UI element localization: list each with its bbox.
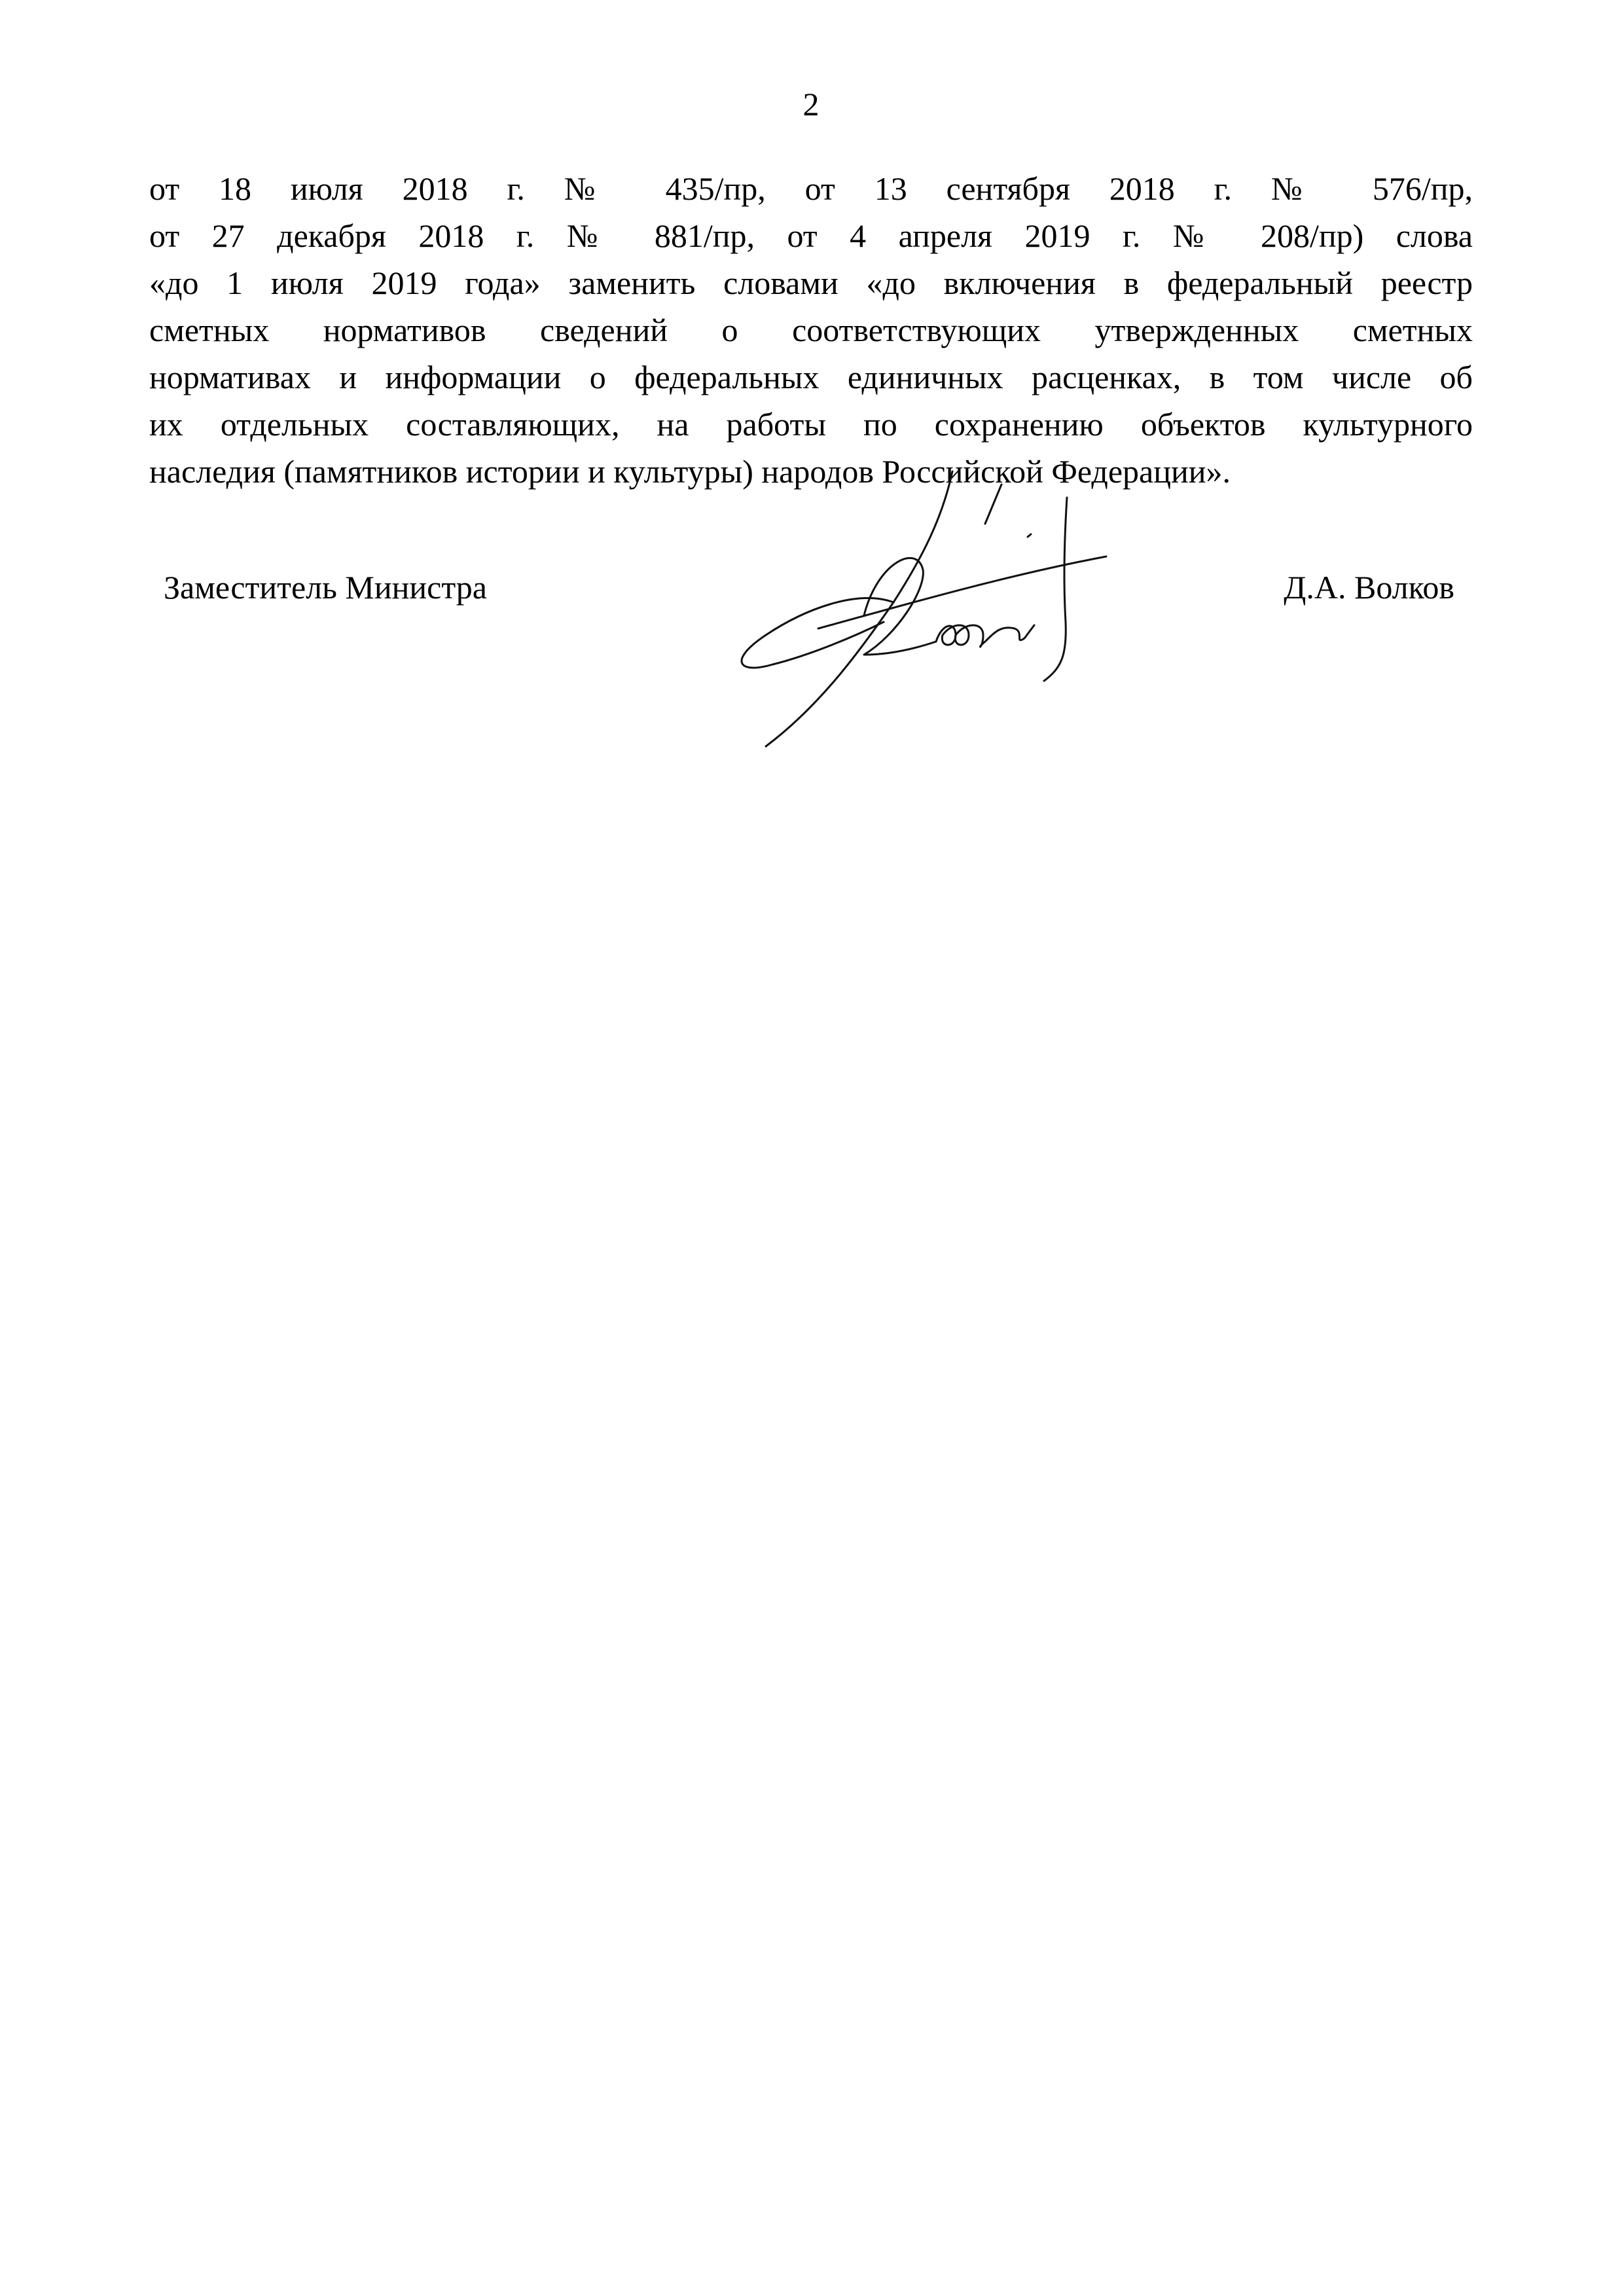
page-number: 2 xyxy=(802,86,820,122)
body-line-5: нормативах и информации о федеральных единичных расценках, в том числе об xyxy=(149,359,1473,395)
handwritten-signature xyxy=(727,458,1132,759)
signature-stroke-cross xyxy=(818,556,1106,629)
signature-stroke-tick-2 xyxy=(1028,534,1031,537)
body-line-7: наследия (памятников истории и культуры) народов Российской Федерации». xyxy=(149,453,1231,490)
body-line-1: от 18 июля 2018 г. № 435/пр, от 13 сентября 2018 г. № 576/пр, xyxy=(149,170,1473,207)
signatory-title: Заместитель Министра xyxy=(164,569,487,606)
body-line-3: «до 1 июля 2019 года» заменить словами «до включения в федеральный реестр xyxy=(149,264,1473,301)
signature-stroke-letters xyxy=(936,625,1034,647)
signature-stroke-tick-1 xyxy=(985,484,1001,524)
signatory-name: Д.А. Волков xyxy=(1284,569,1454,606)
signature-stroke-main xyxy=(766,471,952,746)
body-line-2: от 27 декабря 2018 г. № 881/пр, от 4 апреля 2019 г. № 208/пр) слова xyxy=(149,217,1473,254)
body-line-6: их отдельных составляющих, на работы по сохранению объектов культурного xyxy=(149,406,1473,443)
body-line-4: сметных нормативов сведений о соответствующих утвержденных сметных xyxy=(149,312,1473,348)
document-body xyxy=(149,165,1473,495)
signature-stroke-right xyxy=(1044,498,1067,681)
